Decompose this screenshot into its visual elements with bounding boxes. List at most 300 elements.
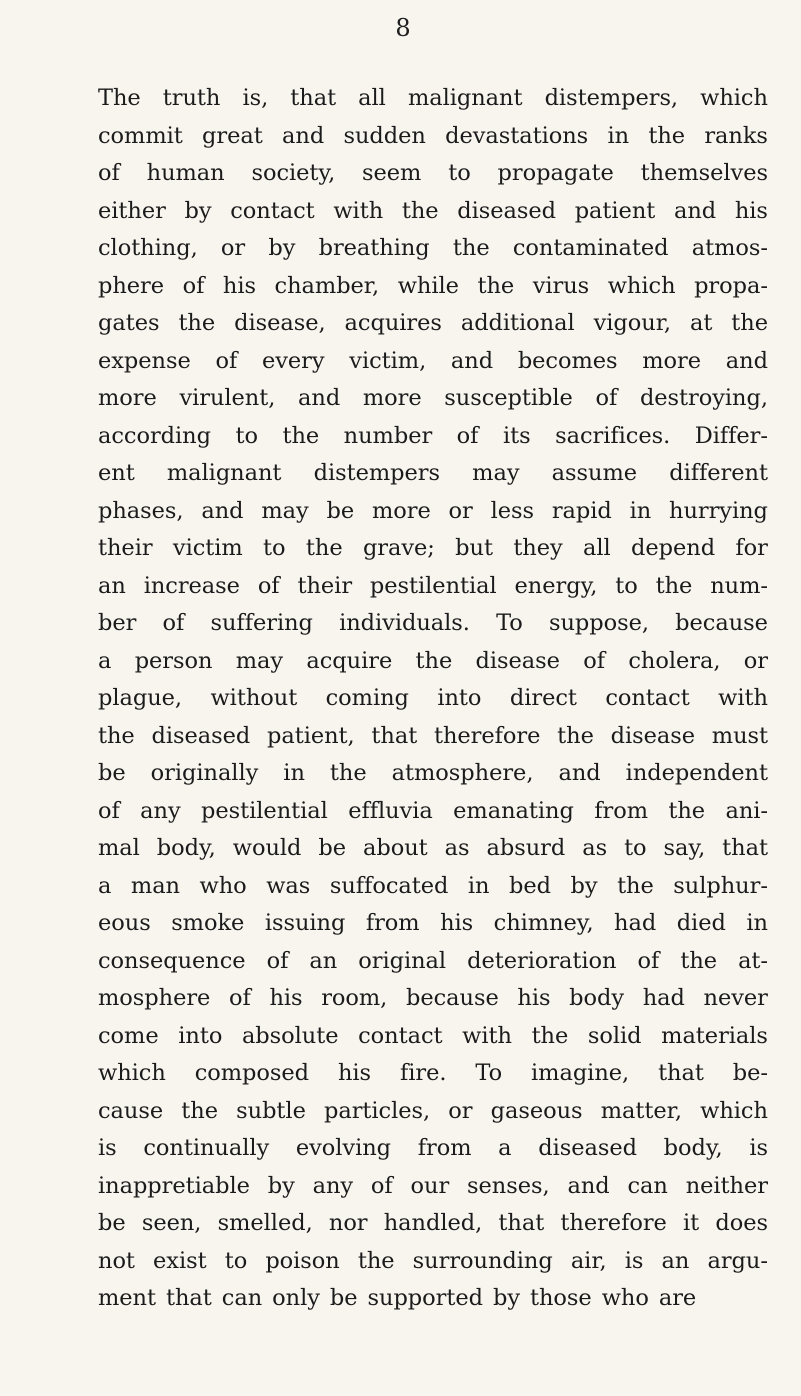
word: number (343, 422, 433, 449)
word: contact (605, 685, 690, 711)
word: from (365, 910, 420, 936)
word: diseased (457, 197, 556, 224)
word: Differ- (694, 422, 768, 449)
word: a (498, 1135, 512, 1161)
word: without (210, 685, 298, 711)
word: emanating (453, 797, 574, 824)
word: increase (143, 572, 240, 599)
word: breathing (318, 235, 430, 261)
word: phere (98, 272, 165, 299)
word: to (624, 835, 647, 861)
word: person (134, 647, 213, 674)
word: the (731, 310, 768, 336)
word: issuing (264, 910, 346, 936)
word: individuals. (339, 610, 470, 636)
word: by (492, 1285, 520, 1311)
text-line (98, 718, 768, 756)
word: acquires (344, 310, 442, 336)
word: according (98, 422, 211, 449)
text-line (98, 980, 768, 1018)
word: originally (150, 760, 259, 786)
word: patient, (266, 722, 355, 749)
word: pestilential (201, 797, 328, 824)
word: seem (362, 160, 422, 186)
word: victim, (349, 347, 427, 374)
word: acquire (306, 647, 393, 674)
word: cholera, (628, 647, 721, 674)
word: must (711, 722, 768, 749)
word: by (267, 1172, 295, 1199)
word: num- (710, 572, 768, 599)
word: all (358, 85, 386, 111)
word: that (658, 1060, 704, 1086)
word: effluvia (348, 797, 433, 824)
word: ranks (704, 122, 768, 149)
word: was (266, 872, 311, 899)
word: does (715, 1210, 768, 1236)
text-line (98, 380, 768, 418)
word: air, (570, 1247, 607, 1274)
word: disease (610, 722, 696, 749)
word: virulent, (179, 385, 276, 411)
word: destroying, (639, 385, 768, 411)
word: less (490, 497, 534, 524)
word: deterioration (467, 947, 617, 974)
word: sudden (343, 122, 426, 149)
word: the (668, 797, 706, 824)
word: an (309, 947, 338, 974)
word: his (734, 197, 768, 224)
word: as (582, 835, 608, 861)
word: by (570, 872, 598, 899)
word: to (448, 160, 471, 186)
word: may (261, 497, 309, 524)
word: nor (328, 1210, 368, 1236)
text-line (98, 1280, 768, 1318)
word: and (558, 760, 601, 786)
word: the (329, 760, 367, 786)
word: its (502, 422, 531, 449)
text-line (98, 643, 768, 681)
word: in (283, 760, 305, 786)
word: commit (98, 122, 183, 149)
word: which (700, 85, 768, 111)
word: come (98, 1022, 159, 1049)
word: a (98, 872, 112, 899)
word: and (725, 347, 768, 374)
word: of (98, 797, 120, 824)
word: inappretiable (98, 1172, 250, 1199)
word: more (362, 385, 422, 411)
word: all (583, 535, 611, 561)
word: be- (732, 1060, 768, 1086)
word: of (257, 572, 280, 599)
word: about (363, 835, 428, 861)
word: neither (685, 1172, 768, 1199)
word: supported (367, 1285, 483, 1311)
word: mosphere (98, 985, 211, 1011)
word: or (448, 497, 473, 524)
word: of (595, 385, 618, 411)
text-line (98, 118, 768, 156)
text-line (98, 905, 768, 943)
word: may (472, 460, 520, 486)
word: into (437, 685, 482, 711)
word: and (567, 1172, 610, 1199)
word: gates (98, 310, 160, 336)
word: the (680, 947, 718, 974)
word: disease (475, 647, 560, 674)
word: a (98, 647, 112, 674)
text-line (98, 755, 768, 793)
word: died (676, 910, 726, 936)
text-line (98, 1243, 768, 1281)
word: is (624, 1247, 644, 1274)
word: ani- (725, 797, 768, 824)
text-line (98, 1055, 768, 1093)
word: body, (156, 835, 216, 861)
word: those (530, 1285, 592, 1311)
word: they (513, 535, 563, 561)
word: more (642, 347, 702, 374)
text-line (98, 455, 768, 493)
word: their (98, 535, 153, 561)
word: virus (532, 272, 590, 299)
word: be (329, 1285, 358, 1311)
word: subtle (236, 1097, 306, 1124)
word: continually (143, 1135, 270, 1161)
word: by (268, 235, 296, 261)
text-line (98, 418, 768, 456)
word: argu- (707, 1247, 768, 1274)
word: man (130, 872, 180, 899)
word: truth (162, 85, 221, 111)
word: hurrying (669, 497, 768, 524)
text-line (98, 268, 768, 306)
word: ent (98, 460, 135, 486)
text-line (98, 493, 768, 531)
word: phases, (98, 497, 184, 524)
word: ment (98, 1285, 156, 1311)
text-line (98, 1018, 768, 1056)
word: are (658, 1285, 697, 1311)
word: depend (631, 535, 716, 561)
word: never (703, 985, 768, 1011)
word: more (371, 497, 431, 524)
word: from (594, 797, 648, 824)
word: room, (321, 985, 388, 1011)
text-line (98, 1205, 768, 1243)
word: be (98, 1210, 126, 1236)
word: to (224, 1247, 248, 1274)
word: to (263, 535, 286, 561)
text-line (98, 343, 768, 381)
word: the (98, 722, 135, 749)
word: evolving (295, 1135, 392, 1161)
text-line (98, 830, 768, 868)
word: imagine, (531, 1060, 630, 1086)
word: with (462, 1022, 512, 1049)
word: seen, (141, 1210, 202, 1236)
word: propa- (694, 272, 768, 299)
word: independent (625, 760, 768, 786)
page-number: 8 (395, 14, 411, 42)
text-line (98, 868, 768, 906)
word: in (746, 910, 768, 936)
word: the (477, 272, 515, 299)
word: disease, (234, 310, 326, 336)
word: plague, (98, 685, 183, 711)
word: To (475, 1060, 503, 1086)
word: contaminated (512, 235, 669, 261)
word: or (743, 647, 768, 674)
word: the (655, 572, 693, 599)
word: gaseous (490, 1097, 583, 1124)
word: at (689, 310, 713, 336)
word: themselves (640, 160, 768, 186)
word: the (178, 310, 216, 336)
word: that (722, 835, 768, 861)
word: devastations (445, 122, 589, 149)
word: at- (738, 947, 768, 974)
word: surrounding (412, 1247, 553, 1274)
word: that (371, 722, 418, 749)
word: his (269, 985, 303, 1011)
word: either (98, 197, 166, 224)
word: because (405, 985, 499, 1011)
word: his (337, 1060, 372, 1086)
word: as (444, 835, 470, 861)
word: handled, (383, 1210, 483, 1236)
word: composed (194, 1060, 310, 1086)
word: direct (509, 685, 577, 711)
word: or (448, 1097, 473, 1124)
word: that (165, 1285, 212, 1311)
word: consequence (98, 947, 246, 974)
text-line (98, 155, 768, 193)
word: an (661, 1247, 690, 1274)
word: in (629, 497, 652, 524)
word: suppose, (548, 610, 649, 636)
word: the (181, 1097, 218, 1124)
word: different (669, 460, 768, 486)
word: The (98, 85, 141, 111)
word: contact (358, 1022, 443, 1049)
text-line (98, 1093, 768, 1131)
word: chimney, (493, 910, 594, 936)
word: be (326, 497, 355, 524)
word: eous (98, 910, 151, 936)
word: original (358, 947, 447, 974)
word: of (266, 947, 289, 974)
word: sulphur- (673, 872, 768, 899)
word: vigour, (593, 310, 672, 336)
word: body, (663, 1135, 723, 1161)
word: suffering (210, 610, 313, 636)
word: sacrifices. (555, 422, 671, 449)
word: our (410, 1172, 450, 1199)
word: only (272, 1285, 320, 1311)
word: great (202, 122, 263, 149)
word: that (290, 85, 337, 111)
word: assume (551, 460, 638, 486)
word: the (452, 235, 490, 261)
word: poison (265, 1247, 340, 1274)
word: that (498, 1210, 545, 1236)
word: of (637, 947, 660, 974)
word: and (450, 347, 494, 374)
word: may (235, 647, 284, 674)
word: suffocated (329, 872, 449, 899)
word: would (232, 835, 302, 861)
text-line (98, 1130, 768, 1168)
word: but (455, 535, 493, 561)
word: his (517, 985, 551, 1011)
word: can (221, 1285, 263, 1311)
word: and (298, 385, 341, 411)
word: of (162, 610, 185, 636)
word: rapid (551, 497, 612, 524)
text-line (98, 568, 768, 606)
word: into (178, 1022, 223, 1049)
word: more (98, 385, 157, 411)
body-text (98, 80, 768, 1318)
word: every (261, 347, 325, 374)
word: diseased (538, 1135, 637, 1161)
word: which (98, 1060, 166, 1086)
word: ber (98, 610, 137, 636)
word: society, (251, 160, 336, 186)
text-line (98, 680, 768, 718)
word: smoke (171, 910, 245, 936)
word: the (282, 422, 320, 449)
word: particles, (324, 1097, 431, 1124)
word: in (467, 872, 490, 899)
text-line (98, 793, 768, 831)
word: had (642, 985, 685, 1011)
word: from (417, 1135, 472, 1161)
word: the (531, 1022, 569, 1049)
word: malignant (166, 460, 282, 486)
text-line (98, 1168, 768, 1206)
word: pestilential (369, 572, 497, 599)
word: diseased (151, 722, 251, 749)
word: to (235, 422, 258, 449)
word: expense (98, 347, 191, 374)
word: with (718, 685, 768, 711)
word: for (735, 535, 768, 561)
word: atmos- (691, 235, 768, 261)
text-line (98, 230, 768, 268)
word: grave; (362, 535, 435, 561)
word: smelled, (217, 1210, 313, 1236)
word: of (182, 272, 205, 299)
word: victim (172, 535, 243, 561)
word: coming (325, 685, 409, 711)
word: while (397, 272, 459, 299)
text-line (98, 530, 768, 568)
word: and (201, 497, 244, 524)
word: is (749, 1135, 768, 1161)
word: the (357, 1247, 395, 1274)
text-line (98, 80, 768, 118)
text-line (98, 605, 768, 643)
word: the (415, 647, 453, 674)
text-line (98, 193, 768, 231)
word: becomes (517, 347, 618, 374)
word: his (440, 910, 474, 936)
word: the (648, 122, 686, 149)
word: clothing, (98, 235, 198, 261)
word: and (673, 197, 717, 224)
word: with (333, 197, 384, 224)
word: chamber, (274, 272, 380, 299)
word: absurd (486, 835, 566, 861)
word: of (228, 985, 251, 1011)
word: of (583, 647, 606, 674)
word: had (614, 910, 657, 936)
word: To (496, 610, 523, 636)
text-line (98, 305, 768, 343)
word: of (98, 160, 120, 186)
word: the (305, 535, 343, 561)
word: who (199, 872, 247, 899)
word: exist (153, 1247, 207, 1274)
text-line (98, 943, 768, 981)
word: senses, (467, 1172, 550, 1199)
word: therefore (560, 1210, 667, 1236)
word: distempers (313, 460, 440, 486)
word: mal (98, 835, 140, 861)
word: atmosphere, (391, 760, 534, 786)
word: malignant (407, 85, 523, 111)
word: energy, (514, 572, 598, 599)
word: by (184, 197, 212, 224)
word: because (675, 610, 768, 636)
word: in (607, 122, 630, 149)
word: or (220, 235, 246, 261)
word: of (215, 347, 238, 374)
word: is, (242, 85, 269, 111)
word: additional (460, 310, 575, 336)
word: his (222, 272, 256, 299)
word: fire. (399, 1060, 447, 1086)
word: absolute (241, 1022, 339, 1049)
word: of (370, 1172, 393, 1199)
word: solid (587, 1022, 642, 1049)
word: say, (663, 835, 706, 861)
word: materials (661, 1022, 768, 1049)
word: be (318, 835, 347, 861)
word: the (617, 872, 654, 899)
word: the (557, 722, 594, 749)
word: to (615, 572, 638, 599)
word: it (683, 1210, 700, 1236)
word: any (140, 797, 181, 824)
word: an (98, 572, 126, 599)
word: and (282, 122, 325, 149)
word: their (297, 572, 353, 599)
word: not (98, 1247, 135, 1274)
word: who (601, 1285, 649, 1311)
word: body (569, 985, 625, 1011)
word: of (456, 422, 479, 449)
word: bed (509, 872, 551, 899)
word: human (146, 160, 225, 186)
word: distempers, (544, 85, 679, 111)
word: propagate (497, 160, 614, 186)
word: matter, (600, 1097, 682, 1124)
